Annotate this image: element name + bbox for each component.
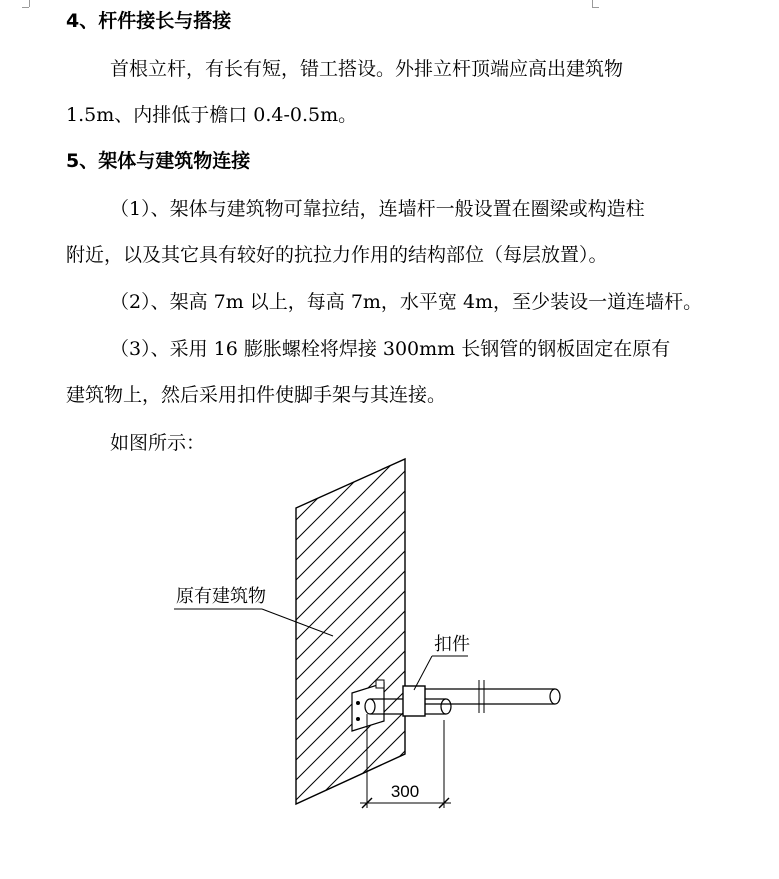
- section-4-paragraph-line2: 1.5m、内排低于檐口 0.4-0.5m。: [66, 104, 358, 126]
- coupler: [403, 686, 425, 716]
- section-5-heading: 5、架体与建筑物连接: [66, 150, 251, 172]
- building-label: 原有建筑物: [176, 586, 266, 607]
- section-5-item1-line2: 附近，以及其它具有较好的抗拉力作用的结构部位（每层放置）。: [66, 244, 608, 266]
- coupler-label-leader: [414, 656, 432, 690]
- coupler-label: 扣件: [434, 634, 470, 655]
- section-5-item3-line2: 建筑物上，然后采用扣件使脚手架与其连接。: [66, 384, 447, 406]
- section-5-item1-line1: （1）、架体与建筑物可靠拉结，连墙杆一般设置在圈梁或构造柱: [110, 198, 645, 220]
- section-4-paragraph-line1: 首根立杆，有长有短，错工搭设。外排立杆顶端应高出建筑物: [110, 58, 624, 80]
- building-wall: [296, 376, 420, 879]
- section-4-heading: 4、杆件接长与搭接: [66, 10, 232, 32]
- figure-intro: 如图所示：: [110, 432, 206, 454]
- section-5-item3-line1: （3）、采用 16 膨胀螺栓将焊接 300mm 长钢管的钢板固定在原有: [110, 338, 671, 360]
- dimension-text: 300: [390, 782, 420, 801]
- section-5-item2: （2）、架高 7m 以上，每高 7m，水平宽 4m，至少装设一道连墙杆。: [110, 291, 703, 313]
